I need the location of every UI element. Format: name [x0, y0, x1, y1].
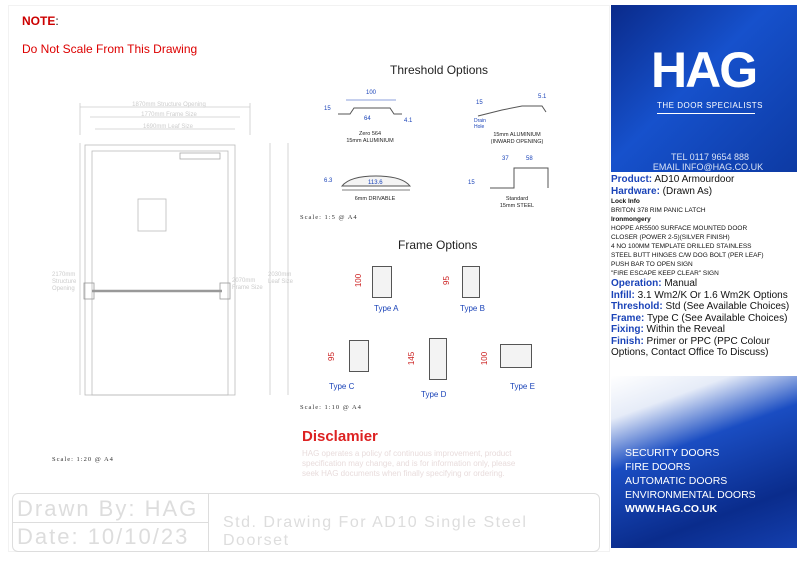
threshold-profile-4	[462, 154, 572, 196]
elevation-dim-right-1: 2070mm Frame Size	[232, 278, 263, 291]
threshold-2-drain: Drain Hole	[474, 118, 486, 130]
frame-title: Frame Options	[398, 238, 478, 252]
contact-email: EMAIL INFO@HAG.CO.UK	[652, 162, 764, 172]
threshold-scale: Scale: 1:5 @ A4	[300, 214, 358, 221]
threshold-2-caption: 15mm ALUMINIUM (INWARD OPENING)	[490, 132, 544, 145]
drawn-by: Drawn By: HAG	[17, 496, 199, 521]
elevation-dim-top-1: 1870mm Structure Opening	[132, 102, 206, 108]
services-panel	[611, 376, 797, 548]
spec-lock-text: BRITON 378 RIM PANIC LATCH	[611, 207, 706, 214]
threshold-4-caption: Standard 15mm STEEL	[499, 196, 535, 209]
frame-type-c	[325, 338, 385, 393]
title-block-hdivider	[13, 522, 208, 523]
threshold-1-caption: Zero 564 15mm ALUMINIUM	[346, 131, 394, 144]
spec-iron-line: 4 NO 100MM TEMPLATE DRILLED STAINLESS	[611, 243, 752, 250]
threshold-option-1	[320, 88, 420, 148]
disclaimer-text: HAG operates a policy of continuous improvement, product specification may change, and is for information only, please seek HAG documents when finally specifying or ordering.	[302, 449, 516, 478]
threshold-4-dim-b: 58	[526, 156, 533, 162]
frame-type-d-label: Type D	[421, 390, 447, 399]
threshold-1-dim-c: 64	[364, 116, 371, 122]
threshold-profile-3	[320, 160, 430, 196]
spec-hardware: Hardware: (Drawn As)	[611, 185, 713, 197]
elevation-scale: Scale: 1:20 @ A4	[52, 456, 114, 463]
website-link[interactable]: WWW.HAG.CO.UK	[625, 503, 718, 515]
frame-type-a-dim: 100	[354, 273, 364, 288]
brand-tagline-rule	[657, 113, 755, 114]
contact-tel: TEL 0117 9654 888	[670, 152, 750, 162]
threshold-4-dim-a: 37	[502, 156, 509, 162]
spec-threshold: Threshold: Std (See Available Choices)	[611, 301, 790, 312]
spec-frame: Frame: Type C (See Available Choices)	[611, 312, 788, 324]
elevation-dim-top-3: 1690mm Leaf Size	[142, 124, 194, 130]
spec-panel	[611, 174, 797, 359]
disclaimer-title: Disclamier	[302, 428, 378, 445]
spec-iron-line: CLOSER (POWER 2-5)(SILVER FINISH)	[611, 234, 730, 241]
title-block-divider	[208, 494, 209, 551]
spec-finish: Finish: Primer or PPC (PPC Colour Options, Contact Office To Discuss)	[611, 335, 770, 358]
threshold-2-dim-b: 5.1	[538, 94, 547, 100]
spec-iron-line: "FIRE ESCAPE KEEP CLEAR" SIGN	[611, 270, 719, 277]
note-title: NOTE:	[22, 14, 59, 28]
frame-type-d-dim: 145	[407, 351, 417, 366]
threshold-1-dim-d: 4.1	[404, 118, 413, 124]
spec-fixing: Fixing: Within the Reveal	[611, 324, 725, 335]
threshold-2-dim-a: 15	[476, 100, 483, 106]
frame-type-e-dim: 100	[480, 351, 490, 366]
title-block	[12, 493, 600, 552]
threshold-3-caption: 6mm DRIVABLE	[354, 196, 396, 202]
frame-type-d-profile	[429, 338, 447, 380]
elevation-dim-left: 2170mm Structure Opening	[52, 272, 77, 292]
services-list	[625, 446, 756, 516]
frame-type-b-dim: 95	[441, 276, 451, 285]
threshold-3-dim-a: 6.3	[324, 178, 333, 184]
elevation-dim-right-2: 2030mm Leaf Size	[268, 272, 294, 285]
spec-iron-line: PUSH BAR TO OPEN SIGN	[611, 261, 693, 268]
frame-type-b	[440, 262, 500, 314]
spec-iron-heading: Ironmongery	[611, 216, 651, 223]
elevation-dim-top-2: 1770mm Frame Size	[141, 112, 197, 118]
frame-type-e-label: Type E	[510, 382, 535, 391]
frame-type-c-dim: 95	[326, 352, 336, 361]
brand-tagline: THE DOOR SPECIALISTS	[657, 101, 764, 110]
drawing-description: Std. Drawing For AD10 Single Steel Doorset	[223, 514, 528, 549]
threshold-title: Threshold Options	[390, 63, 489, 77]
service-item: SECURITY DOORS	[625, 447, 720, 459]
threshold-1-dim-a: 100	[366, 90, 377, 96]
spec-lock-heading: Lock Info	[611, 198, 640, 205]
threshold-option-3	[320, 160, 430, 210]
frame-type-a-label: Type A	[374, 304, 399, 313]
frame-type-a-profile	[372, 266, 392, 298]
frame-type-b-label: Type B	[460, 304, 485, 313]
spec-infill: Infill: 3.1 Wm2/K Or 1.6 Wm2K Options	[611, 289, 788, 301]
frame-type-c-profile	[349, 340, 369, 372]
service-item: FIRE DOORS	[625, 461, 691, 473]
threshold-option-4	[462, 154, 572, 214]
threshold-3-dim-b: 113.6	[368, 180, 383, 186]
brand-panel	[611, 5, 797, 172]
frame-type-d	[405, 338, 465, 400]
frame-scale: Scale: 1:10 @ A4	[300, 404, 362, 411]
threshold-4-dim-c: 15	[468, 180, 475, 186]
note-text: Do Not Scale From This Drawing	[22, 42, 198, 56]
threshold-1-dim-b: 15	[324, 106, 331, 112]
frame-type-e-profile	[500, 344, 532, 368]
spec-operation: Operation: Manual	[611, 278, 698, 289]
frame-type-e	[478, 338, 548, 393]
spec-iron-line: STEEL BUTT HINGES C/W DOG BOLT (PER LEAF)	[611, 252, 764, 259]
service-item: ENVIRONMENTAL DOORS	[625, 489, 756, 501]
drawing-date: Date: 10/10/23	[17, 524, 190, 549]
spec-iron-line: HOPPE AR5500 SURFACE MOUNTED DOOR	[611, 225, 748, 232]
threshold-option-2	[462, 88, 572, 152]
frame-type-a	[350, 262, 410, 314]
service-item: AUTOMATIC DOORS	[625, 475, 728, 487]
frame-type-c-label: Type C	[329, 382, 355, 391]
frame-type-b-profile	[462, 266, 480, 298]
brand-logo: HAG	[651, 42, 757, 98]
spec-product: Product: AD10 Armourdoor	[611, 174, 735, 185]
